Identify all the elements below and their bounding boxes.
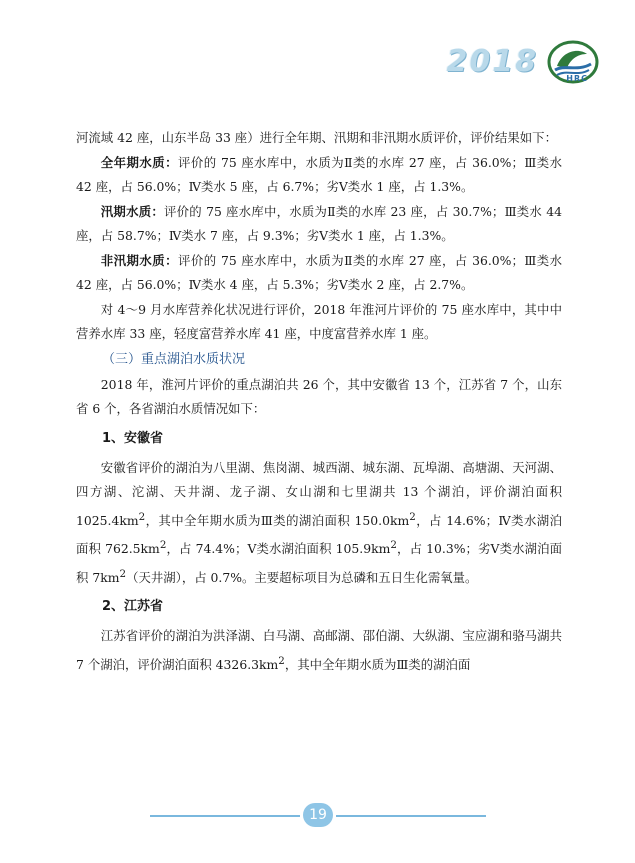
superscript-2: 2	[138, 510, 146, 523]
paragraph-full-year	[76, 151, 562, 200]
superscript-2: 2	[159, 539, 167, 552]
paragraph-lakes-overview: 2018 年，淮河片评价的重点湖泊共 26 个，其中安徽省 13 个，江苏省 7 个，山东省 6 个，各省湖泊水质情况如下：	[76, 376, 562, 416]
header-year: 2018	[446, 44, 538, 79]
nonflood-label: 非汛期水质：	[100, 252, 178, 268]
page-header	[0, 0, 635, 100]
anhui-text-4: ，占 74.4%；Ⅴ类水湖泊面积 105.9km	[166, 541, 391, 557]
paragraph-anhui	[76, 456, 562, 591]
paragraph-jiangsu	[76, 624, 562, 677]
superscript-2: 2	[278, 654, 285, 667]
footer-line-left	[150, 815, 300, 817]
anhui-text-6: （天井湖），占 0.7%。主要超标项目为总磷和五日生化需氧量。	[126, 569, 478, 585]
full-year-text: 评价的 75 座水库中，水质为Ⅱ类的水库 27 座，占 36.0%；Ⅲ类水 42 座，占 56.0%；Ⅳ类水 5 座，占 6.7%；劣Ⅴ类水 1 座，占 1.3%。	[76, 154, 562, 194]
section-heading-lakes: （三）重点湖泊水质状况	[102, 351, 246, 367]
paragraph-eutrophication: 对 4～9 月水库营养化状况进行评价，2018 年淮河片评价的 75 座水库中，其中中营养水库 33 座，轻度富营养水库 41 座，中度富营养水库 1 座。	[76, 301, 562, 341]
nonflood-text: 评价的 75 座水库中，水质为Ⅱ类的水库 27 座，占 36.0%；Ⅲ类水 42 座，占 56.0%；Ⅳ类水 4 座，占 5.3%；劣Ⅴ类水 2 座，占 2.7%。	[76, 252, 562, 292]
anhui-text-5: ，占 10.3%；劣Ⅴ类水湖泊面积 7km	[76, 541, 563, 585]
flood-text: 评价的 75 座水库中，水质为Ⅱ类的水库 23 座，占 30.7%；Ⅲ类水 44 座，占 58.7%；Ⅳ类水 7 座，占 9.3%；劣Ⅴ类水 1 座，占 1.3%。	[76, 203, 562, 243]
superscript-2: 2	[390, 539, 397, 552]
page-number: 19	[303, 803, 333, 827]
anhui-text-3: ，占 14.6%；Ⅳ类水湖泊面积 762.5km	[76, 512, 562, 557]
footer-line-right	[336, 815, 486, 817]
superscript-2: 2	[409, 510, 416, 523]
superscript-2: 2	[119, 567, 127, 580]
paragraph-flood	[76, 200, 562, 249]
paragraph-intro: 河流域 42 座，山东半岛 33 座）进行全年期、汛期和非汛期水质评价，评价结果如下：	[76, 130, 557, 145]
flood-label: 汛期水质：	[100, 203, 164, 219]
jiangsu-text-2: ，其中全年期水质为Ⅲ类的湖泊面	[284, 657, 471, 672]
logo-text: HRC	[566, 74, 588, 83]
anhui-text-1: 安徽省评价的湖泊为八里湖、焦岗湖、城西湖、城东湖、瓦埠湖、高塘湖、天河湖、四方湖、沱湖、天井湖、龙子湖、女山湖和七里湖共 13 个湖泊，评价湖泊面积 1025.4km	[76, 459, 562, 528]
full-year-label: 全年期水质：	[100, 154, 178, 170]
jiangsu-text-1: 江苏省评价的湖泊为洪泽湖、白马湖、高邮湖、邵伯湖、大纵湖、宝应湖和骆马湖共 7 个湖泊，评价湖泊面积 4326.3km	[76, 628, 562, 672]
page-content	[76, 126, 562, 678]
heading-anhui: 1、安徽省	[102, 430, 164, 446]
paragraph-nonflood	[76, 249, 562, 298]
heading-jiangsu: 2、江苏省	[102, 599, 164, 615]
anhui-text-2: ，其中全年期水质为Ⅲ类的湖泊面积 150.0km	[145, 512, 410, 528]
